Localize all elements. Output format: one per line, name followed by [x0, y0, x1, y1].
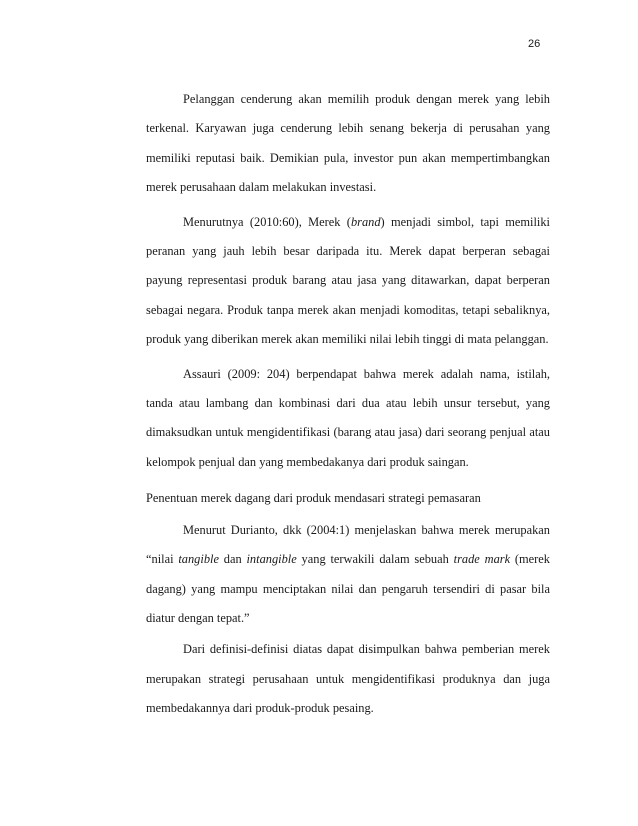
paragraph-text: Menurut Durianto, dkk (2004:1) menjelaskan bahwa merek merupakan “nilai [146, 522, 550, 567]
paragraph-brand-as-symbol [146, 208, 550, 355]
italic-term-intangible: intangible [246, 552, 297, 567]
paragraph-durianto-definition [146, 516, 550, 634]
italic-term-tangible: tangible [178, 552, 219, 567]
body-text [146, 85, 550, 724]
paragraph-assauri-definition: Assauri (2009: 204) berpendapat bahwa merek adalah nama, istilah, tanda atau lambang dan kombinasi dari dua atau lebih unsur tersebut, yang dimaksudkan untuk mengidentifikasi (barang atau jasa) dari seorang penjual atau kelompok penjual dan yang membedakanya dari produk saingan. [146, 366, 550, 469]
paragraph-customers-prefer-brands: Pelanggan cenderung akan memilih produk dengan merek yang lebih terkenal. Karyawan juga cenderung lebih senang bekerja di perusahan yang memiliki reputasi baik. Demikian pula, investor pun akan mempertimbangkan merek perusahaan dalam melakukan investasi. [146, 92, 550, 195]
paragraph-text: dan [218, 552, 247, 567]
italic-term-brand: brand [350, 214, 381, 229]
paragraph-text: yang terwakili dalam sebuah [296, 552, 454, 567]
paragraph-brand-strategy: Penentuan merek dagang dari produk mendasari strategi pemasaran [146, 491, 481, 506]
paragraph-text: (merek dagang) yang mampu menciptakan nilai dan pengaruh tersendiri di pasar bila diatur dengan tepat.” [146, 552, 550, 625]
paragraph-text: Menurutnya (2010:60), Merek ( [183, 214, 351, 229]
paragraph-text: ) menjadi simbol, tapi memiliki peranan yang jauh lebih besar daripada itu. Merek dapat berperan sebagai payung representasi produk barang atau jasa yang ditawarkan, dapat berperan sebagai negara. Produk tanpa merek akan menjadi komoditas, tetapi sebaliknya, produk yang diberikan merek akan memiliki nilai lebih tinggi di mata pelanggan. [146, 214, 550, 347]
paragraph-conclusion: Dari definisi-definisi diatas dapat disimpulkan bahwa pemberian merek merupakan strategi perusahaan untuk mengidentifikasi produknya dan juga membedakannya dari produk-produk pesaing. [146, 642, 550, 716]
italic-term-trade-mark: trade mark [453, 552, 511, 567]
page-number: 26 [528, 38, 541, 50]
